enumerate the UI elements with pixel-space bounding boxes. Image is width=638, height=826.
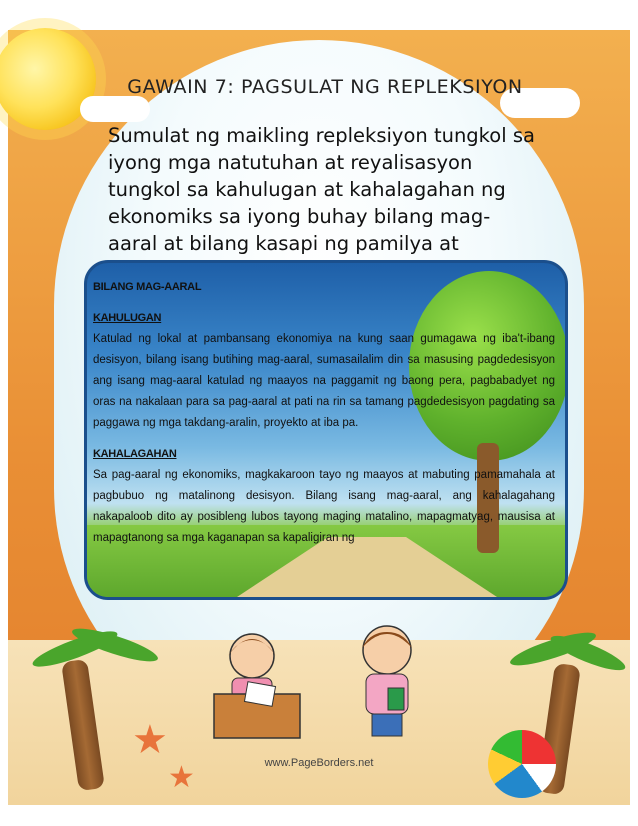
starfish-illustration: ★: [132, 718, 168, 762]
starfish-illustration: ★: [168, 761, 195, 794]
page-title: GAWAIN 7: PAGSULAT NG REPLEKSIYON: [127, 76, 523, 98]
boy-student-illustration: [332, 618, 442, 740]
cloud-illustration: [80, 96, 150, 122]
reflection-card: [84, 260, 568, 600]
kahalagahan-paragraph: Sa pag-aaral ng ekonomiks, magkakaroon tayo ng maayos at mabuting pamamahala at pagbubuo ng matalinong desisyon. Bilang isang mag-aaral, ang kahalagahang nakapaloob dito ay posibleng lubos tayong maging matalino, mapagmatyag, mausisa at mapagtanong sa mga kaganapan sa kapaligiran ng: [93, 469, 555, 544]
kahulugan-paragraph: Katulad ng lokal at pambansang ekonomiya na kung saan gumagawa ng iba't-ibang desisyon, bilang isang butihing mag-aaral, sumasailalim din sa masusing pagdedesisyon ang isang mag-aaral katulad ng maayos na paggamit ng baong pera, pagbabadyet ng oras na nakalaan para sa pag-aaral at pati na rin sa tamang pagdedesisyon pagdating sa paggawa ng mga takdang-aralin, proyekto at iba pa.: [93, 333, 555, 429]
girl-student-illustration: [196, 622, 314, 740]
kahalagahan-heading: KAHALAGAHAN: [93, 448, 177, 460]
section-heading: BILANG MAG-AARAL: [93, 281, 202, 293]
reflection-text: [93, 277, 555, 549]
kahulugan-heading: KAHULUGAN: [93, 312, 162, 324]
instruction-text: Sumulat ng maikling repleksiyon tungkol sa iyong mga natutuhan at reyalisasyon tungkol sa kahulugan at kahalagahan ng ekonomiks sa iyong buhay bilang mag-aaral at bilang kasapi ng pamilya at: [108, 124, 535, 255]
footer-credit: www.PageBorders.net: [264, 757, 374, 769]
